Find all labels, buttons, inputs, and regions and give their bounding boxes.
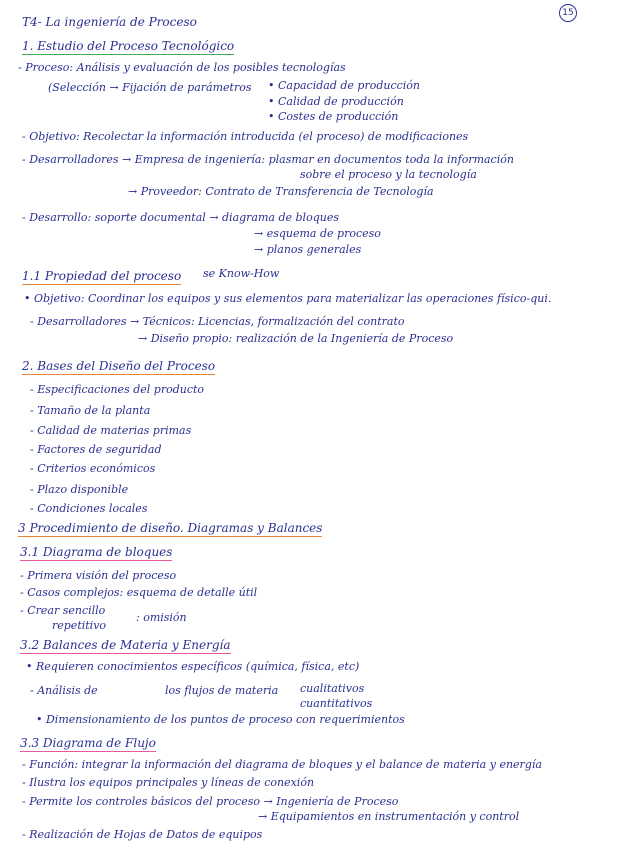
note-line: - Desarrollo: soporte documental → diagrama de bloques [22,211,339,224]
heading-3-3: 3.3 Diagrama de Flujo [20,736,156,750]
note-line: - Crear sencillo [20,604,106,617]
note-line: - Primera visión del proceso [20,569,177,582]
note-line: - Permite los controles básicos del proceso → Ingeniería de Proceso [22,795,399,808]
note-line: → planos generales [254,243,362,256]
note-line: : omisión [136,611,187,624]
note-line: → Diseño propio: realización de la Ingeniería de Proceso [138,332,454,345]
note-line: • Calidad de producción [268,95,404,108]
note-line: - Función: integrar la información del diagrama de bloques y el balance de materia y energía [22,758,542,771]
note-line: → Equipamientos en instrumentación y control [258,810,520,823]
note-line: - Desarrolladores → Empresa de ingeniería: plasmar en documentos toda la información [22,153,514,166]
note-line: → Proveedor: Contrato de Transferencia de Tecnología [128,185,434,198]
list-item: - Tamaño de la planta [30,404,151,417]
list-item: - Plazo disponible [30,483,129,496]
title: T4- La ingeniería de Proceso [22,15,197,29]
page-number: 15 [559,4,577,22]
list-item: - Criterios económicos [30,462,156,475]
list-item: - Especificaciones del producto [30,383,205,396]
note-line: repetitivo [52,619,107,632]
note-line: - Objetivo: Recolectar la información introducida (el proceso) de modificaciones [22,130,469,143]
heading-2: 2. Bases del Diseño del Proceso [22,359,216,373]
note-line: - Realización de Hojas de Datos de equipos [22,828,263,841]
list-item: - Calidad de materias primas [30,424,192,437]
list-item: - Condiciones locales [30,502,148,515]
heading-3-1: 3.1 Diagrama de bloques [20,545,173,559]
heading-1-1: 1.1 Propiedad del proceso [22,269,182,283]
list-item: - Factores de seguridad [30,443,162,456]
note-line: • Requieren conocimientos específicos (química, física, etc) [26,660,360,673]
note-line: sobre el proceso y la tecnología [300,168,477,181]
note-line: • Costes de producción [268,110,399,123]
heading-3: 3 Procedimiento de diseño. Diagramas y Balances [18,521,323,535]
note-line: se Know-How [203,267,280,280]
note-line: • Capacidad de producción [268,79,421,92]
note-line: - Análisis de [30,684,98,697]
heading-1: 1. Estudio del Proceso Tecnológico [22,39,235,53]
note-line: • Dimensionamiento de los puntos de proceso con requerimientos [36,713,405,726]
heading-3-2: 3.2 Balances de Materia y Energía [20,638,231,652]
note-line: los flujos de materia [165,684,279,697]
note-line: • Objetivo: Coordinar los equipos y sus elementos para materializar las operaciones físico-qui. [24,292,552,305]
note-line: - Proceso: Análisis y evaluación de los posibles tecnologías [18,61,346,74]
note-line: cuantitativos [300,697,373,710]
note-line: → esquema de proceso [254,227,381,240]
note-line: (Selección → Fijación de parámetros [48,81,252,94]
note-line: - Ilustra los equipos principales y líneas de conexión [22,776,315,789]
note-line: - Desarrolladores → Técnicos: Licencias, formalización del contrato [30,315,405,328]
note-line: - Casos complejos: esquema de detalle útil [20,586,258,599]
note-line: cualitativos [300,682,365,695]
